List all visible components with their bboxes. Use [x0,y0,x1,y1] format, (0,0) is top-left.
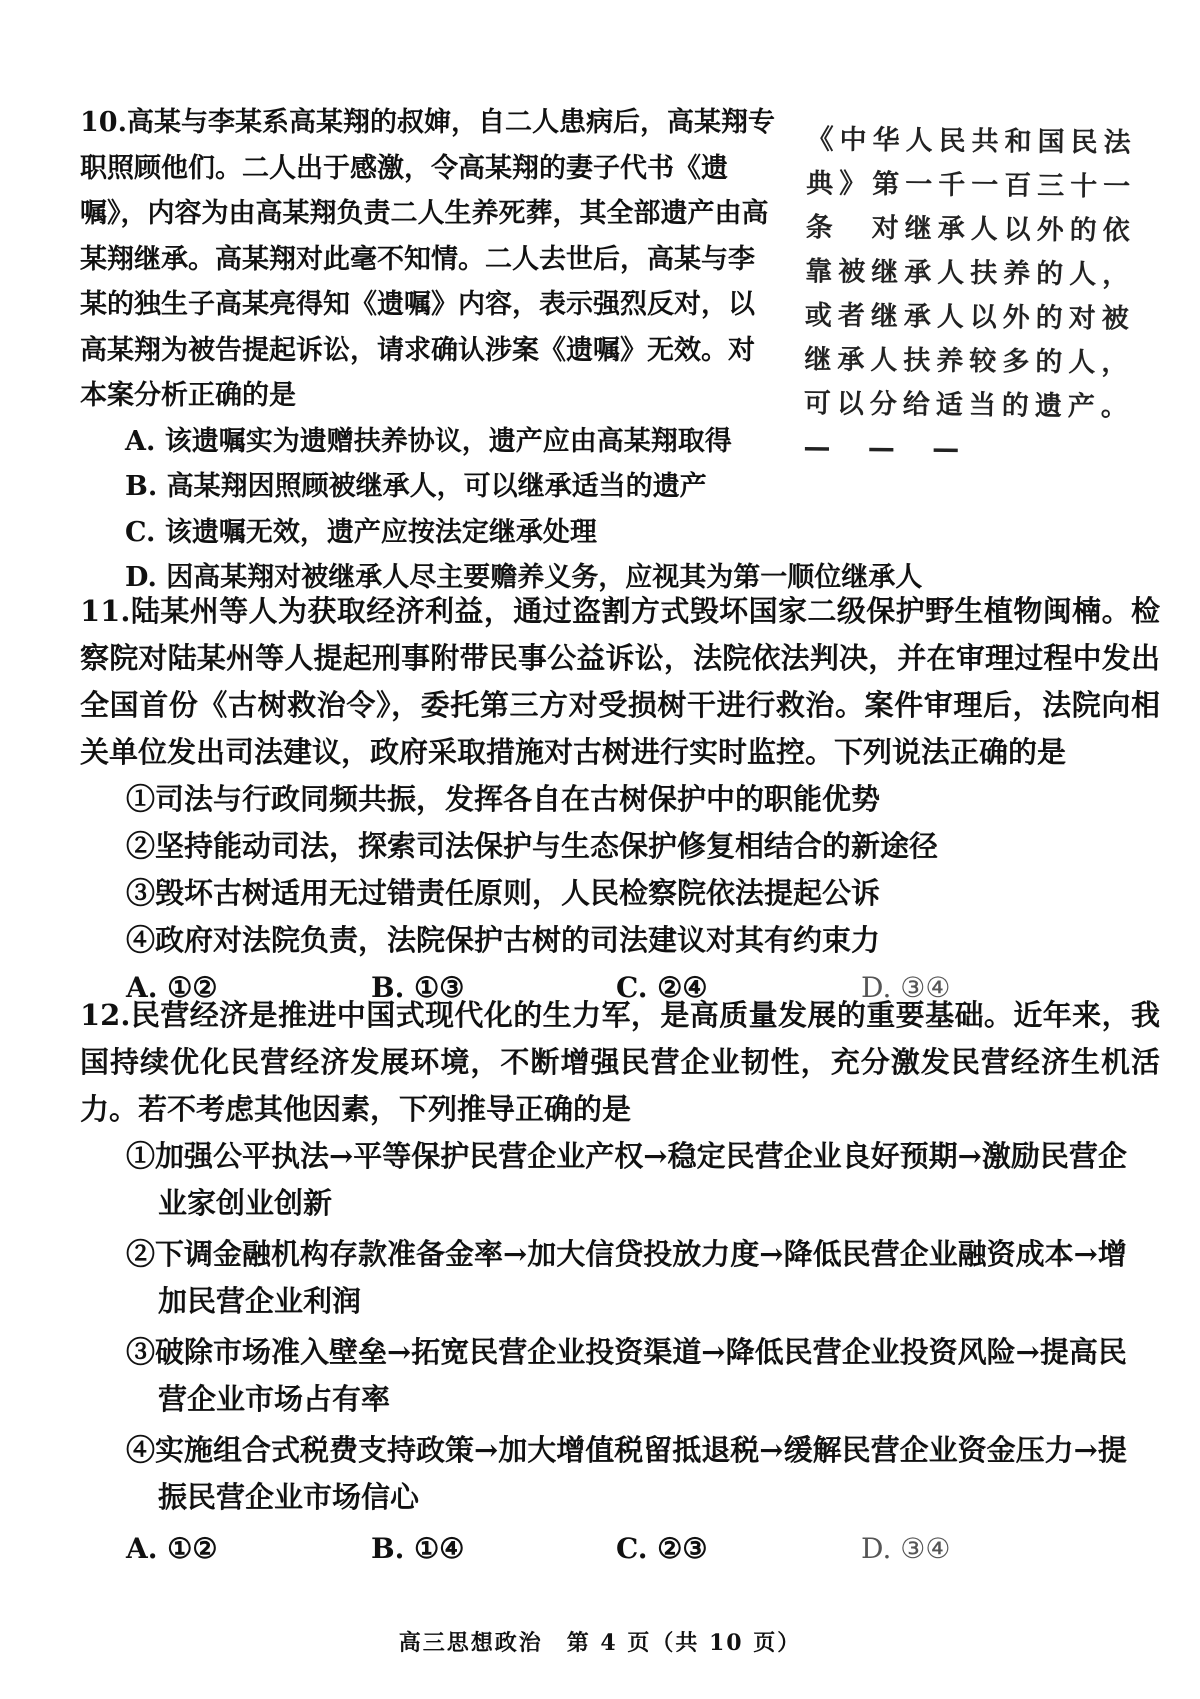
statement-line: ①加强公平执法→平等保护民营企业产权→稳定民营企业良好预期→激励民营企 [126,1139,1127,1173]
statement-continuation: 业家创业创新 [158,1186,333,1220]
page-footer: 高三思想政治 第 4 页（共 10 页） [398,1630,802,1656]
statement-3 [126,1329,1160,1423]
question-10 [80,100,923,601]
choice-d: D. ③④ [861,1532,951,1565]
option-a: A. 该遗嘱实为遗赠扶养协议，遗产应由高某翔取得 [125,425,732,457]
statement-line: ④实施组合式税费支持政策→加大增值税留抵退税→缓解民营企业资金压力→提 [126,1433,1127,1467]
choice-d: D. ③④ [861,971,951,1004]
choice-c: C. ②③ [616,1532,708,1565]
question-text: 高某与李某系高某翔的叔婶，自二人患病后，高某翔专职照顾他们。二人出于感激，令高某翔的妻子代书《遗嘱》，内容为由高某翔负责二人生养死葬，其全部遗产由高某翔继承。高某翔对此毫不知情。二人去世后，高某与李某的独生子高某亮得知《遗嘱》内容，表示强烈反对，以高某翔为被告提起诉讼，请求确认涉案《遗嘱》无效。对本案分析正确的是 [80,107,775,411]
question-text: 民营经济是推进中国式现代化的生力军，是高质量发展的重要基础。近年来，我国持续优化民营经济发展环境，不断增强民营企业韧性，充分激发民营经济生机活力。若不考虑其他因素，下列推导正确的是 [80,998,1160,1126]
statement-2 [126,1231,1160,1325]
choice-b: B. ①③ [371,971,465,1004]
statement-1: ①司法与行政同频共振，发挥各自在古树保护中的职能优势 [126,782,881,816]
option-c: C. 该遗嘱无效，遗产应按法定继承处理 [125,516,597,548]
option-b: B. 高某翔因照顾被继承人，可以继承适当的遗产 [125,471,707,502]
statement-4: ④政府对法院负责，法院保护古树的司法建议对其有约束力 [126,923,881,957]
statement-1 [126,1133,1160,1227]
question-12-stem [80,992,1160,1133]
statement-continuation: 加民营企业利润 [158,1284,362,1318]
question-12 [80,992,1160,1573]
statement-2: ②坚持能动司法，探索司法保护与生态保护修复相结合的新途径 [126,829,939,863]
choice-b: B. ①④ [371,1532,465,1565]
statement-continuation: 振民营企业市场信心 [158,1480,420,1514]
question-number: 12. [80,998,131,1032]
statement-continuation: 营企业市场占有率 [158,1382,391,1416]
answer-choices [126,1525,1160,1573]
statement-line: ②下调金融机构存款准备金率→加大信贷投放力度→降低民营企业融资成本→增 [126,1237,1127,1271]
question-number: 10. [80,107,127,138]
note-trailing-marks: — — — [803,432,974,465]
choice-c: C. ②④ [616,971,708,1004]
statement-line: ③破除市场准入壁垒→拓宽民营企业投资渠道→降低民营企业投资风险→提高民 [126,1335,1127,1369]
note-text: 《中华人民共和国民法典》第一千一百三十一条 对继承人以外的依靠被继承人扶养的人，或者继承人以外的对被继承人扶养较多的人，可以分给适当的遗产。 [803,124,1137,423]
option-d: D. 因高某翔对被继承人尽主要赡养义务，应视其为第一顺位继承人 [125,562,923,593]
question-number: 11. [80,594,131,628]
statement-3: ③毁坏古树适用无过错责任原则，人民检察院依法提起公诉 [126,876,881,910]
civil-code-note [803,118,1152,474]
choice-a: A. ①② [126,971,218,1004]
question-11 [80,588,1160,1012]
question-11-stem [80,588,1160,776]
choice-a: A. ①② [126,1532,218,1565]
question-text: 陆某州等人为获取经济利益，通过盗割方式毁坏国家二级保护野生植物闽楠。检察院对陆某州等人提起刑事附带民事公益诉讼，法院依法判决，并在审理过程中发出全国首份《古树救治令》，委托第三方对受损树干进行救治。案件审理后，法院向相关单位发出司法建议，政府采取措施对古树进行实时监控。下列说法正确的是 [80,594,1160,769]
statement-4 [126,1427,1160,1521]
question-10-stem [80,100,780,419]
